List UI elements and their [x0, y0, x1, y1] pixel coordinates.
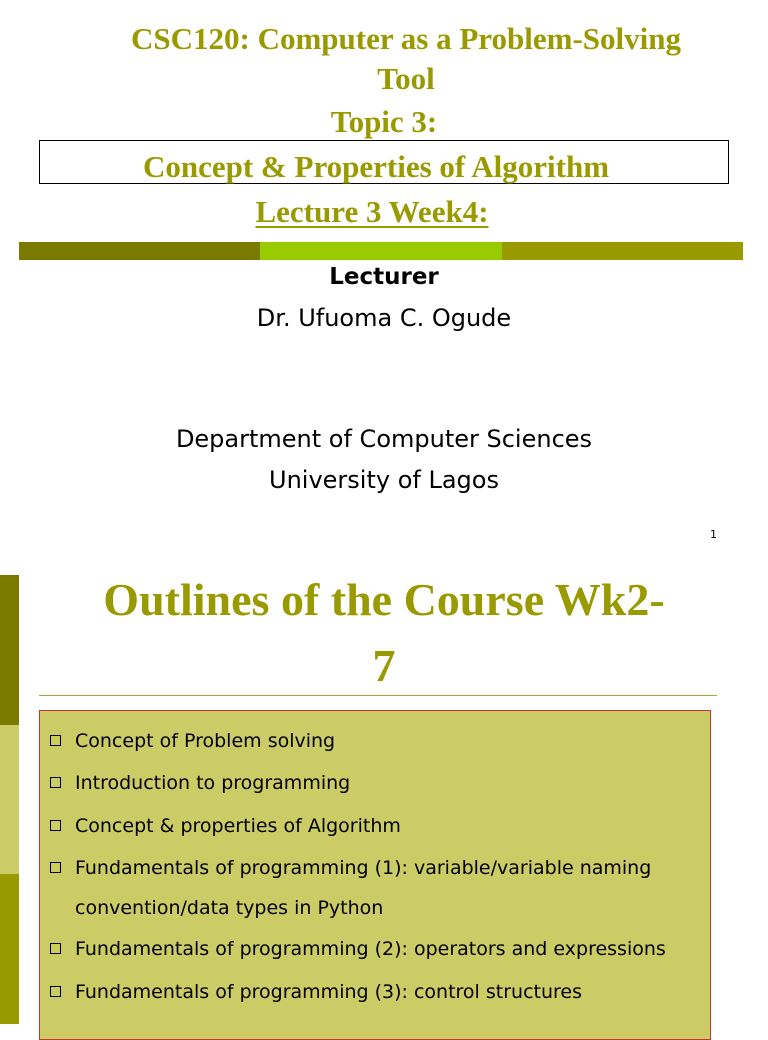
title-divider: [39, 695, 717, 696]
list-item-text: Fundamentals of programming (2): operators and expressions: [75, 938, 666, 960]
decorative-bar: [19, 242, 743, 260]
lecturer-label: Lecturer: [329, 264, 439, 290]
side-decorative-bar: [0, 575, 19, 1024]
square-bullet-icon: [50, 862, 61, 873]
list-item: [50, 806, 685, 846]
square-bullet-icon: [50, 986, 61, 997]
university: University of Lagos: [269, 466, 499, 494]
list-item: [50, 848, 685, 928]
outline-title: [20, 572, 748, 694]
square-bullet-icon: [50, 820, 61, 831]
department: Department of Computer Sciences: [175, 425, 593, 453]
outline-slide: [0, 550, 768, 1024]
list-item-text: Fundamentals of programming (1): variable/variable naming convention/data types in Python: [75, 857, 652, 919]
lecture-week-link[interactable]: [0, 193, 744, 231]
outline-title-line2: 7: [372, 640, 396, 691]
side-bar-segment-olive: [0, 874, 19, 1024]
outline-list-box: [39, 710, 711, 1040]
outline-title-line1: Outlines of the Course Wk2-: [103, 574, 665, 625]
square-bullet-icon: [50, 735, 61, 746]
lecturer-name: Dr. Ufuoma C. Ogude: [256, 304, 512, 332]
bar-segment-dark: [19, 242, 260, 260]
course-title-line2: Tool: [377, 61, 435, 96]
topic-title: Concept & Properties of Algorithm: [142, 149, 610, 184]
bar-segment-olive: [502, 242, 743, 260]
square-bullet-icon: [50, 943, 61, 954]
bar-segment-light: [260, 242, 501, 260]
list-item: [50, 929, 685, 969]
side-bar-segment-light: [0, 725, 19, 875]
list-item-text: Fundamentals of programming (3): control structures: [75, 981, 582, 1003]
topic-label: Topic 3:: [330, 104, 438, 139]
square-bullet-icon: [50, 777, 61, 788]
list-item-text: Concept & properties of Algorithm: [75, 815, 401, 837]
list-item: [50, 721, 685, 761]
list-item-text: Introduction to programming: [75, 772, 351, 794]
list-item: [50, 763, 685, 803]
course-title-line1: CSC120: Computer as a Problem-Solving: [131, 21, 681, 56]
list-item-text: Concept of Problem solving: [75, 730, 336, 752]
page-number: 1: [710, 528, 717, 541]
side-bar-segment-dark: [0, 575, 19, 725]
list-item: [50, 972, 685, 1012]
lecture-week-text[interactable]: Lecture 3 Week4:: [255, 194, 489, 229]
